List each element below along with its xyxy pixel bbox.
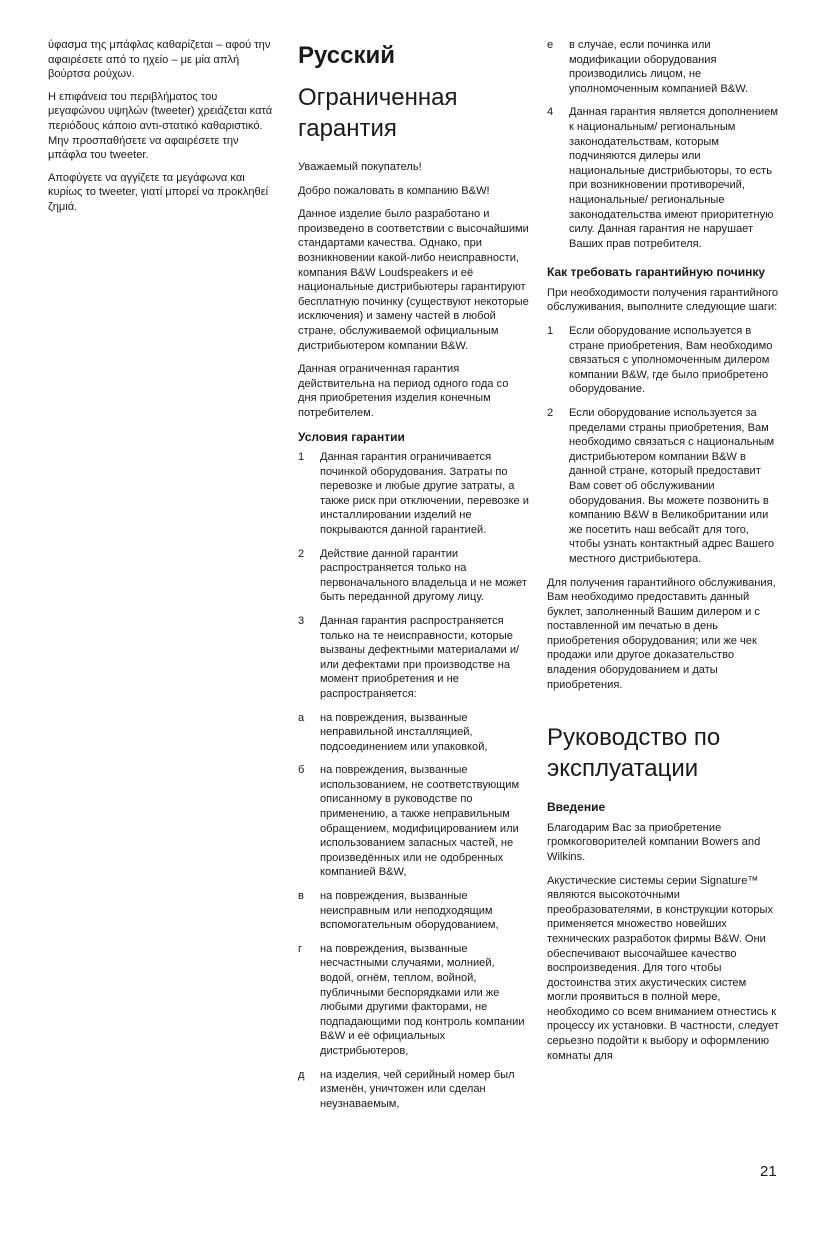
condition-item: д на изделия, чей серийный номер был изменён, уничтожен или сделан неузнаваемым,	[298, 1068, 515, 1110]
claim-step: 2 Если оборудование используется за пределами страны приобретения, Вам необходимо связаться с национальным дистрибьютером компании B&W в данной стране, который предоставит Вам совет об обслуживании оборудования. Вы можете позвонить в компанию B&W в Великобритании или же посетить наш вебсайт для того, чтобы узнать контактный адрес Вашего местного дистрибьютера.	[547, 406, 775, 565]
intro-greeting: Уважаемый покупатель!	[298, 161, 422, 173]
intro-validity: Данная ограниченная гарантия действительна на период одного года со дня приобретения изделия конечным потребителем.	[298, 363, 509, 419]
condition-item: а на повреждения, вызванные неправильной инсталляцией, подсоединением или упаковкой,	[298, 711, 488, 753]
greek-column	[48, 38, 276, 223]
condition-item: б на повреждения, вызванные использованием, не соответствующим описанному в руководстве по применению, а также неправильным обращением, модифицированием или использованием запасных частей, не произведённых или не одобренных компанией B&W,	[298, 764, 520, 879]
condition-item: в на повреждения, вызванные неисправным или неподходящим вспомогательным оборудованием,	[298, 890, 499, 932]
greek-paragraph-2: Η επιφάνεια του περιβλήματος του μεγαφώνου υψηλών (tweeter) χρειάζεται κατά περιόδους κάποιο αντι-στατικό καθαριστικό. Μην προσπαθήσετε να αφαιρέσετε την μπάφλα του tweeter.	[48, 90, 273, 162]
claim-column	[547, 38, 779, 1072]
language-heading: Русский	[298, 42, 395, 69]
warranty-title: Ограниченная гарантия	[298, 84, 458, 142]
greek-paragraph-1: ύφασμα της μπάφλας καθαρίζεται – αφού την αφαιρέσετε από το ηχείο – με μία απλή βούρτσα ρούχων.	[48, 39, 271, 81]
condition-item: 3 Данная гарантия распространяется только на те неисправности, которые вызваны дефектными материалами и/или дефектами при производстве на момент приобретения и не распространяется:	[298, 614, 520, 700]
conditions-heading: Условия гарантии	[298, 429, 405, 444]
intro-welcome: Добро пожаловать в компанию B&W!	[298, 184, 490, 197]
greek-paragraph-3: Αποφύγετε να αγγίζετε τα μεγάφωνα και κυρίως το tweeter, γιατί μπορεί να προκληθεί ζημιά.	[48, 171, 269, 213]
manual-title: Руководство по эксплуатации	[547, 724, 721, 783]
condition-item: 1 Данная гарантия ограничивается починкой оборудования. Затраты по перевозке и любые другие затраты, а также риск при отключении, перевозке и инсталлировании изделий не покрываются данной гарантией.	[298, 451, 529, 536]
intro-paragraph-2: Акустические системы серии Signature™ являются высокоточными преобразователями, в конструкции которых применяется множество новейших технических разработок фирмы B&W. Они обеспечивают высочайшее качество воспроизведения. Для того чтобы достоинства этих акустических систем могли проявиться в полной мере, необходимо со всем вниманием отнестись к процессу их установки. В частности, следует серьезно подойти к выбору и оформлению комнаты для	[547, 874, 779, 1062]
intro-body: Данное изделие было разработано и произведено в соответствии с высочайшими стандартами качества. Однако, при возникновении какой-либо неисправности, компания B&W Loudspeakers и её национальные дистрибьютеры гарантируют бесплатную починку (существуют некоторые исключения) и замену частей в любой стране, обслуживаемой официальным дистрибьютером компании B&W.	[298, 208, 529, 352]
page-number: 21	[760, 1163, 777, 1180]
intro-paragraph-1: Благодарим Вас за приобретение громкоговорителей компании Bowers and Wilkins.	[547, 821, 761, 863]
claim-intro: При необходимости получения гарантийного обслуживания, выполните следующие шаги:	[547, 286, 779, 314]
condition-item: е в случае, если починка или модификации оборудования производились лицом, не уполномоченным компанией B&W.	[547, 39, 749, 95]
condition-item: 2 Действие данной гарантии распространяется только на первоначального владельца и не может быть переданной другому лицу.	[298, 547, 527, 604]
claim-outro: Для получения гарантийного обслуживания, Вам необходимо предоставить данный буклет, заполненный Вашим дилером и с поставленной им печатью в день приобретения оборудования; или же чек продажи или другое доказательство владения оборудованием и даты приобретения.	[547, 576, 776, 691]
claim-step: 1 Если оборудование используется в стране приобретения, Вам необходимо связаться с уполномоченным дилером компании B&W, где было приобретено оборудование.	[547, 325, 773, 396]
intro-heading: Введение	[547, 800, 606, 815]
warranty-column	[298, 38, 530, 1120]
claim-heading: Как требовать гарантийную починку	[547, 265, 766, 280]
condition-item: г на повреждения, вызванные несчастными случаями, молнией, водой, огнём, теплом, войной, публичными беспорядками или же любыми другими факторами, не подпадающими под контроль компании B&W и её официальных дистрибьютеров,	[298, 942, 525, 1057]
condition-item: 4 Данная гарантия является дополнением к национальным/ региональным законодательствам, которым подчиняются дилеры или национальные дистрибьюторы, то есть при возникновении противоречий, национальные/ региональные законодательства имеют приоритетную силу. Данная гарантия не нарушает Ваших прав потребителя.	[547, 106, 778, 250]
